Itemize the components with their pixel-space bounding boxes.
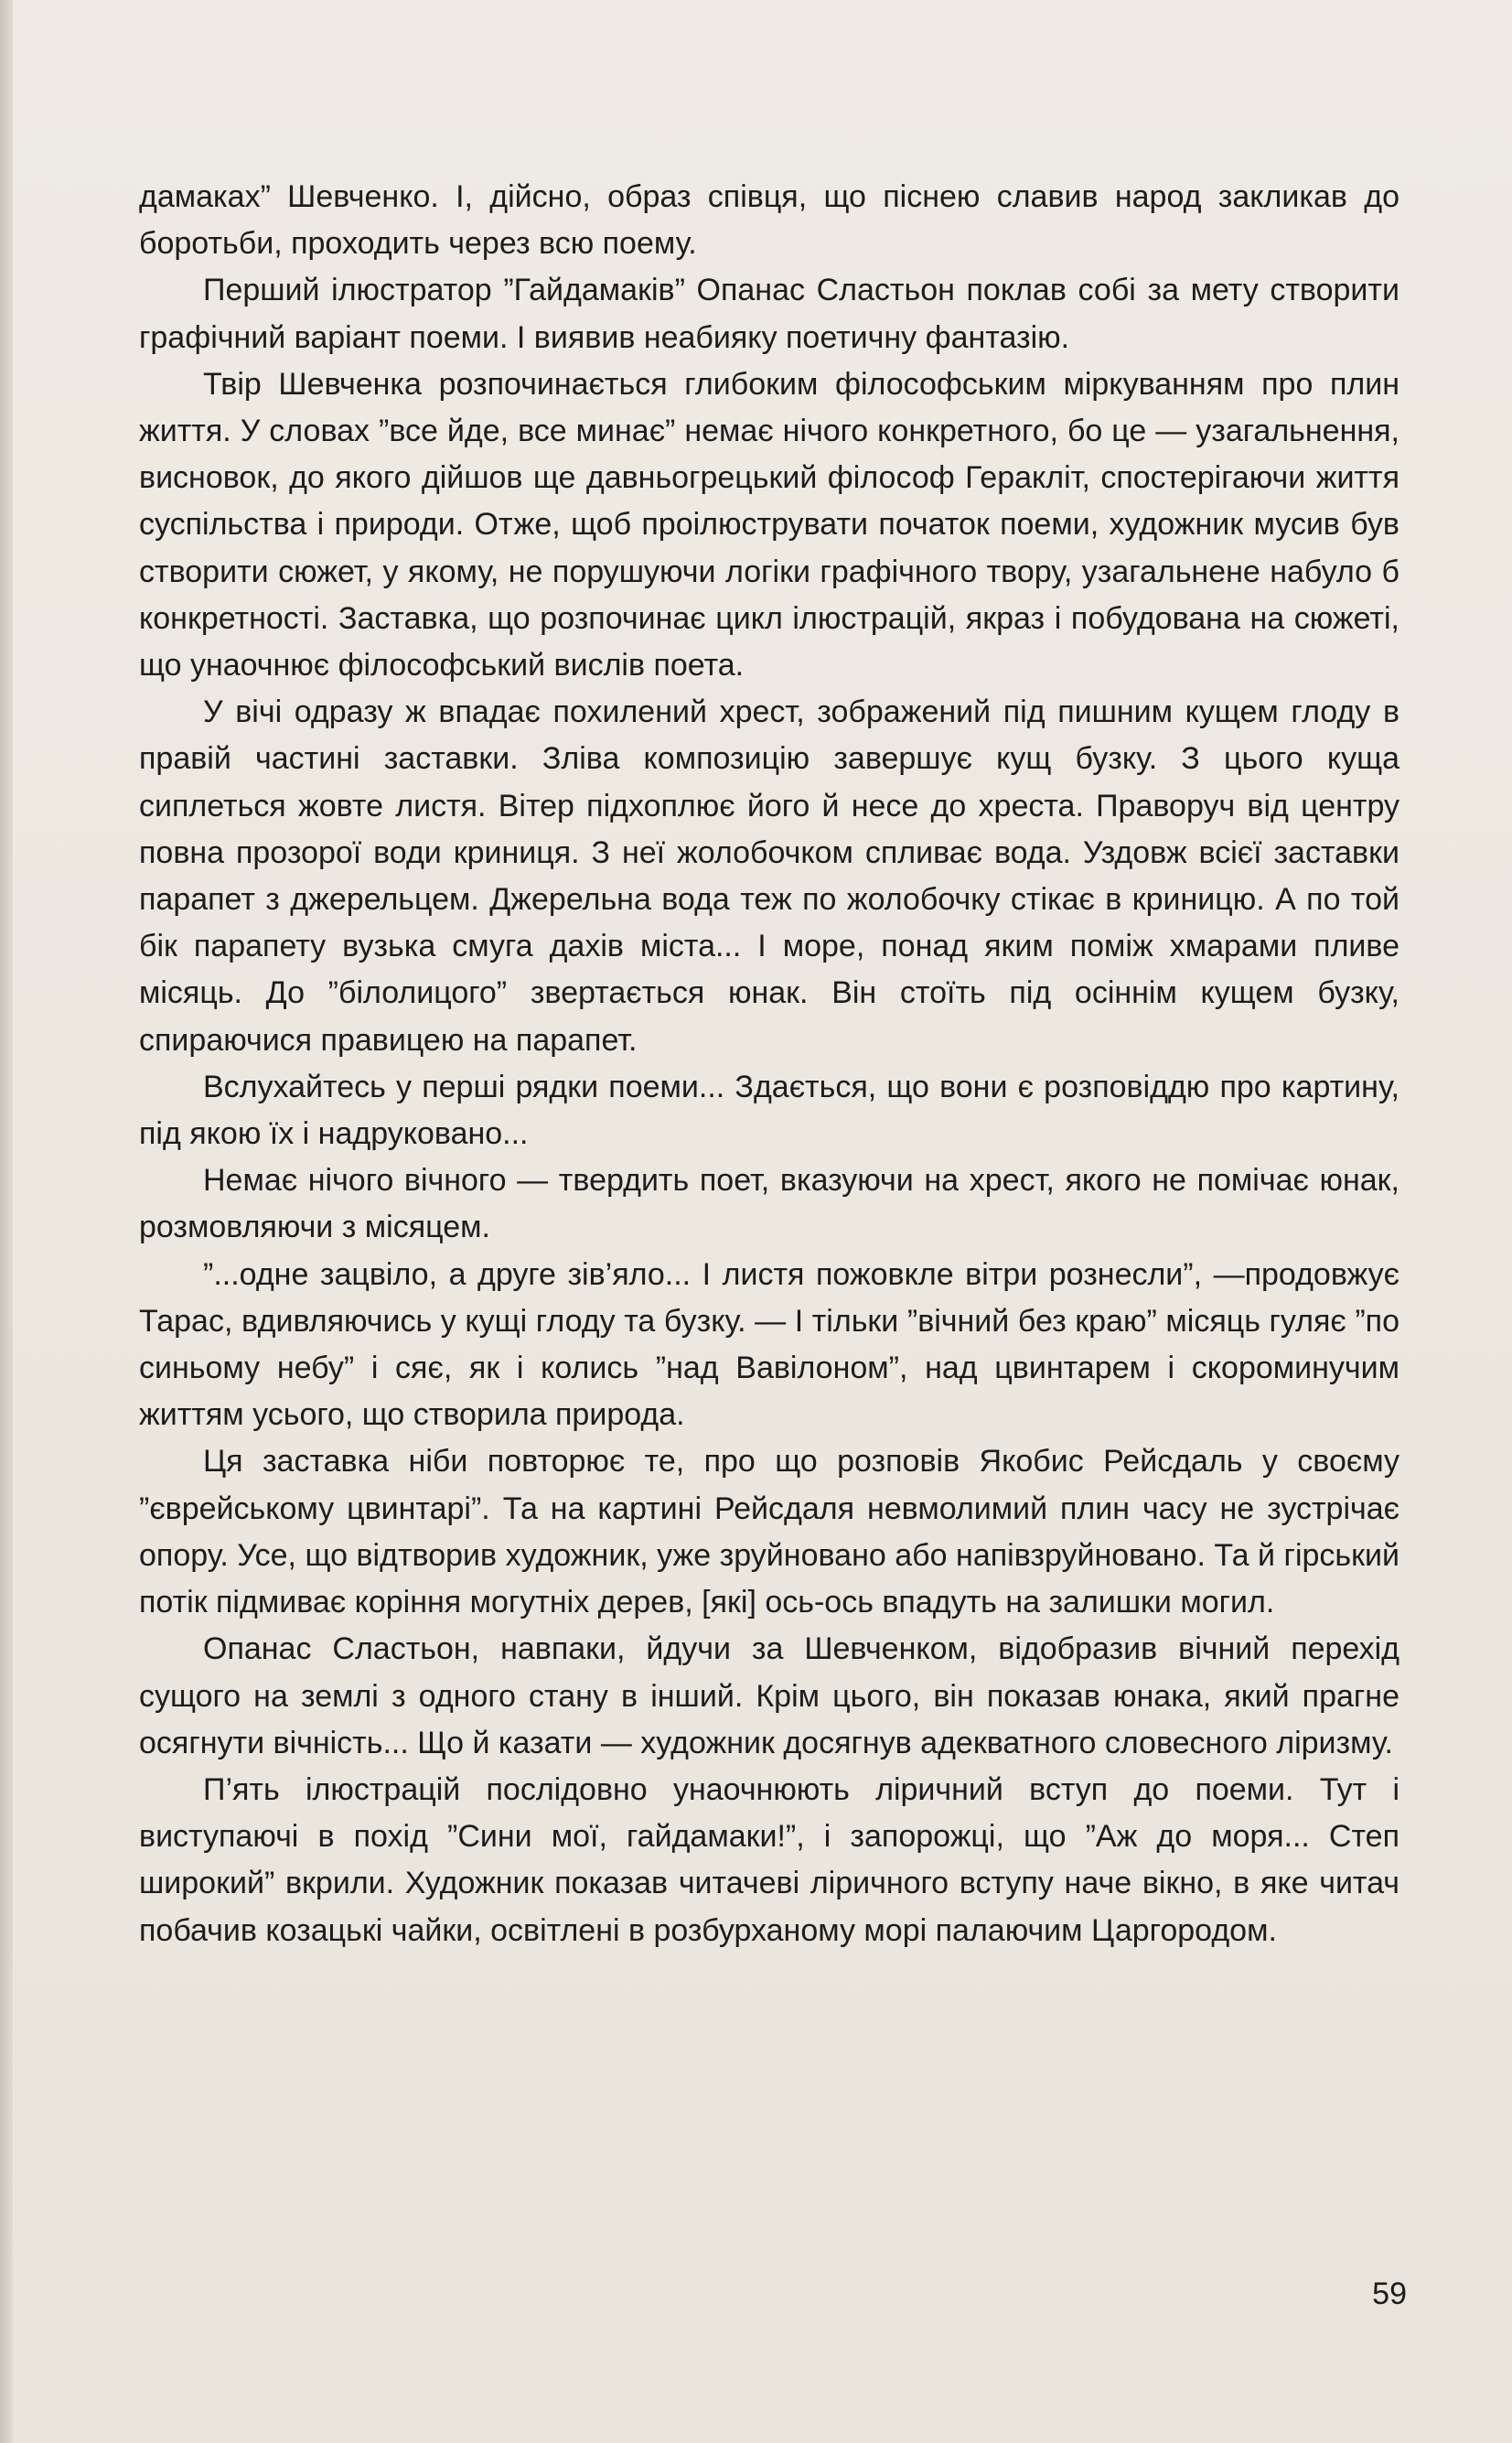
paragraph-2: Перший ілюстратор ”Гайдамаків” Опанас Сластьон поклав собі за мету створити графічний варіант поеми. І виявив неабияку поетичну фантазію. xyxy=(139,273,1399,355)
paragraph-3: Твір Шевченка розпочинається глибоким філософським міркуванням про плин життя. У словах ”все йде, все минає” немає нічого конкретного, бо це — узагальнення, висновок, до якого дійшов ще давньогрецький філософ Геракліт, спостерігаючи життя суспільства і природи. Отже, щоб проілюструвати початок поеми, художник мусив був створити сюжет, у якому, не порушуючи логіки графічного твору, узагальнене набуло б конкретності. Заставка, що розпочинає цикл ілюстрацій, якраз і побудована на сюжеті, що унаочнює філософський вислів поета. xyxy=(139,366,1399,683)
page-number: 59 xyxy=(1372,2276,1407,2311)
paragraph-4: У вічі одразу ж впадає похилений хрест, зображений під пишним кущем глоду в правій частині заставки. Зліва композицію завершує кущ бузку. З цього куща сиплеться жовте листя. Вітер підхоплює його й несе до хреста. Праворуч від центру повна прозорої води криниця. З неї жолобочком спливає вода. Уздовж всієї заставки парапет з джерельцем. Джерельна вода теж по жолобочку стікає в криницю. А по той бік парапету вузька смуга дахів міста... І море, понад яким поміж хмарами пливе місяць. До ”білолицого” звертається юнак. Він стоїть під осіннім кущем бузку, спираючися правицею на парапет. xyxy=(139,694,1399,1058)
paragraph-10: П’ять ілюстрацій послідовно унаочнюють ліричний вступ до поеми. Тут і виступаючі в похід ”Сини мої, гайдамаки!”, і запорожці, що ”Аж до моря... Степ широкий” вкрили. Художник показав читачеві ліричного вступу наче вікно, в яке читач побачив козацькі чайки, освітлені в розбурханому морі палаючим Царгородом. xyxy=(139,1771,1399,1948)
page-spine-shadow xyxy=(0,0,13,2443)
paragraph-8: Ця заставка ніби повторює те, про що розповів Якобис Рейсдаль у своєму ”єврейському цвинтарі”. Та на картині Рейсдаля невмолимий плин часу не зустрічає опору. Усе, що відтворив художник, уже зруйновано або напівзруйновано. Та й гірський потік підмиває коріння могутніх дерев, [які] ось-ось впадуть на залишки могил. xyxy=(139,1444,1399,1620)
paragraph-5: Вслухайтесь у перші рядки поеми... Здається, що вони є розповіддю про картину, під якою їх і надруковано... xyxy=(139,1069,1399,1152)
paragraph-6: Немає нічого вічного — твердить поет, вказуючи на хрест, якого не помічає юнак, розмовляючи з місяцем. xyxy=(139,1163,1399,1245)
paragraph-1: дамаках” Шевченко. І, дійсно, образ співця, що піснею славив народ закликав до боротьби, проходить через всю поему. xyxy=(139,179,1399,262)
paragraph-7: ”...одне зацвіло, а друге зів’яло... І листя пожовкле вітри рознесли”, —продовжує Тарас, вдивляючись у кущі глоду та бузку. — І тільки ”вічний без краю” місяць гуляє ”по синьому небу” і сяє, як і колись ”над Вавілоном”, над цвинтарем і скороминучим життям усього, що створила природа. xyxy=(139,1256,1399,1433)
paragraph-9: Опанас Сластьон, навпаки, йдучи за Шевченком, відобразив вічний перехід сущого на землі з одного стану в інший. Крім цього, він показав юнака, який прагне осягнути вічність... Що й казати — художник досягнув адекватного словесного ліризму. xyxy=(139,1631,1399,1760)
body-text xyxy=(139,174,1399,1954)
